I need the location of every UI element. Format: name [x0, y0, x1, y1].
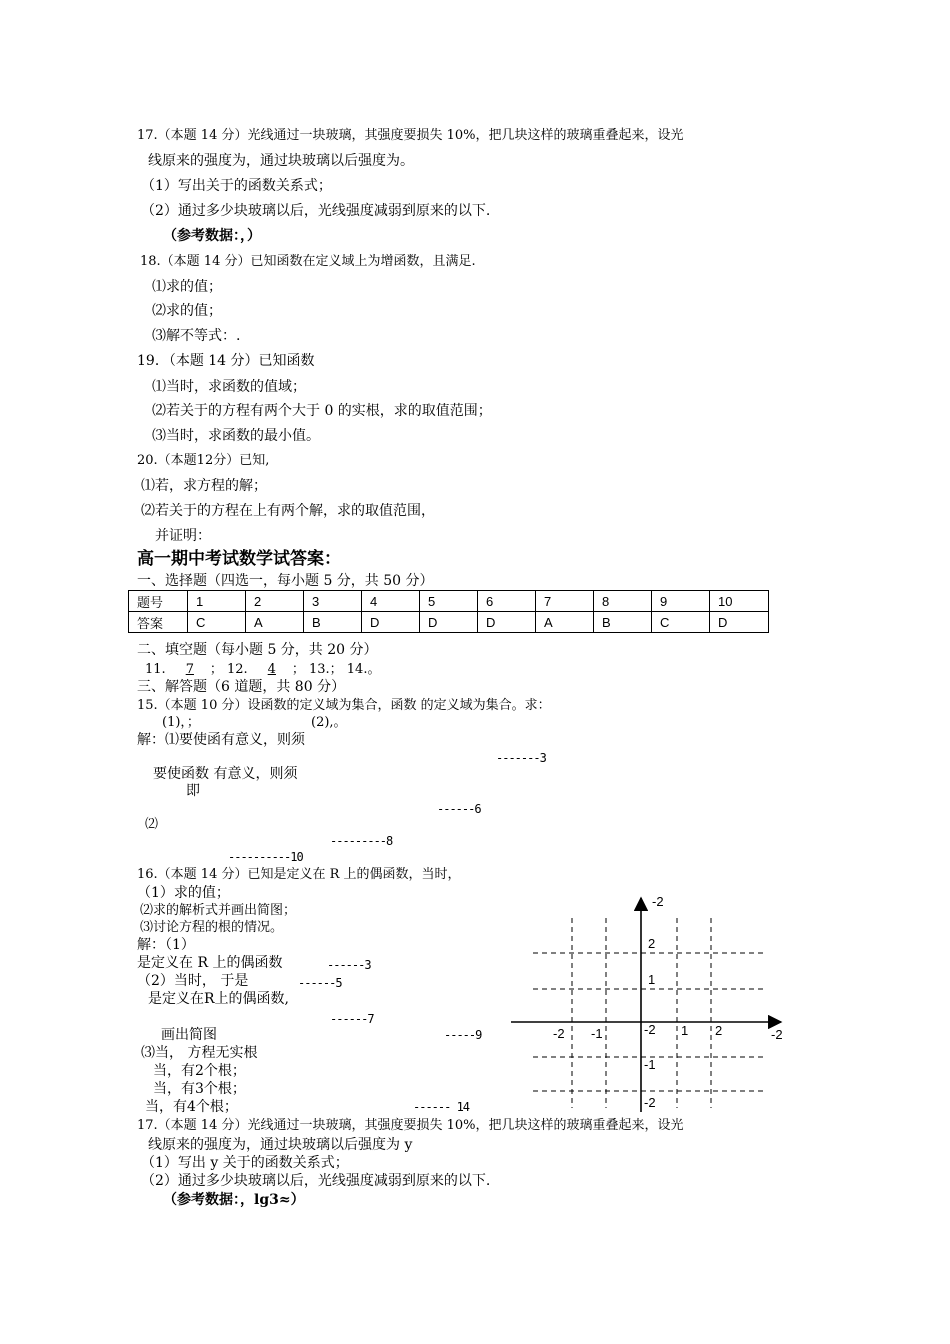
q17b-line1: 17.（本题 14 分）光线通过一块玻璃，其强度要损失 10%，把几块这样的玻璃重叠起来，设光	[137, 1118, 684, 1133]
answer-table-answer-row	[129, 612, 769, 633]
q16-part1: （1）求的值；	[137, 885, 230, 901]
table-number-cell: 6	[478, 591, 536, 612]
q16-solution-9: 当，有4个根；	[145, 1099, 238, 1115]
q17b-part1: （1）写出 y 关于的函数关系式；	[141, 1155, 349, 1171]
table-answer-cell: B	[304, 612, 362, 633]
table-answer-cell: A	[246, 612, 304, 633]
q15-part-b: (2),。	[311, 715, 347, 730]
q16-score-14: ------ 14	[413, 1100, 470, 1114]
q17-line1: 17.（本题 14 分）光线通过一块玻璃，其强度要损失 10%，把几块这样的玻璃重叠起来，设光	[137, 128, 684, 143]
q19-part1: ⑴当时，求函数的值域；	[152, 379, 306, 395]
answer-table-number-row	[129, 591, 769, 612]
q17-line2: 线原来的强度为，通过块玻璃以后强度为。	[148, 153, 414, 169]
q15-score-6: ------6	[437, 802, 481, 816]
q15-score-10: ----------10	[228, 850, 303, 864]
table-header-label: 题号	[129, 591, 188, 612]
answer-table	[128, 590, 769, 633]
table-number-cell: 1	[188, 591, 246, 612]
table-answer-cell: C	[652, 612, 710, 633]
q15-solution-3: 即	[186, 783, 200, 799]
table-answer-cell: B	[594, 612, 652, 633]
y-tick-label: -2	[644, 1095, 656, 1110]
table-number-cell: 3	[304, 591, 362, 612]
q15-part-a: (1)，；	[162, 715, 200, 730]
q17b-line2: 线原来的强度为，通过块玻璃以后强度为 y	[148, 1137, 413, 1153]
q18-part2: ⑵求的值；	[152, 303, 222, 319]
y-tick-label: -1	[644, 1057, 656, 1072]
fill-11-answer: 7	[185, 662, 194, 677]
y-tick-label: 1	[648, 972, 656, 987]
section-fill-heading: 二、填空题（每小题 5 分，共 20 分）	[137, 642, 378, 658]
q17-part2: （2）通过多少块玻璃以后，光线强度减弱到原来的以下.	[141, 203, 491, 219]
q16-solution-3: （2）当时， 于是	[137, 973, 249, 989]
q17-part1: （1）写出关于的函数关系式；	[141, 178, 332, 194]
q15-score-8: ---------8	[330, 834, 393, 848]
q20-part1: ⑴若，求方程的解；	[141, 478, 267, 494]
q17b-reference: （参考数据：，lg3≈）	[163, 1192, 305, 1208]
q15-solution-1: 解：⑴要使函有意义，则须	[137, 732, 305, 748]
table-number-cell: 7	[536, 591, 594, 612]
fill-12-sep: ；	[291, 662, 305, 677]
q17b-part2: （2）通过多少块玻璃以后，光线强度减弱到原来的以下.	[141, 1173, 491, 1189]
q18-part3: ⑶解不等式：.	[152, 328, 241, 344]
q16-solution-8: 当，有3个根；	[153, 1081, 246, 1097]
table-answer-label: 答案	[129, 612, 188, 633]
q16-solution-1: 解：（1）	[137, 937, 195, 953]
q16-score-9: -----9	[444, 1028, 482, 1042]
table-number-cell: 10	[710, 591, 769, 612]
x-tick-label: 1	[681, 1023, 689, 1038]
q17-reference: （参考数据：，）	[163, 228, 261, 244]
fill-answers	[145, 661, 380, 679]
q16-solution-2: 是定义在 R 上的偶函数	[137, 955, 283, 971]
table-answer-cell: D	[420, 612, 478, 633]
table-answer-cell: D	[362, 612, 420, 633]
q16-solution-6: ⑶当， 方程无实根	[141, 1045, 258, 1061]
table-answer-cell: D	[478, 612, 536, 633]
fill-11-sep: ；	[209, 662, 223, 677]
table-answer-cell: A	[536, 612, 594, 633]
q16-solution-4: 是定义在R上的偶函数,	[148, 991, 289, 1007]
table-answer-cell: D	[710, 612, 769, 633]
q20-line1: 20.（本题12分）已知,	[137, 453, 270, 468]
q16-score-5: ------5	[298, 976, 342, 990]
x-axis-end-label: -2	[771, 1027, 783, 1042]
q15-solution-4: ⑵	[145, 817, 159, 832]
table-number-cell: 9	[652, 591, 710, 612]
fill-13-14: 13.； 14.。	[308, 662, 381, 677]
fill-11-label: 11.	[145, 662, 166, 677]
fill-12-label: 12.	[226, 662, 248, 677]
q15-solution-2: 要使函数 有意义，则须	[153, 766, 298, 782]
q18-line1: 18.（本题 14 分）已知函数在定义域上为增函数，且满足.	[140, 254, 476, 269]
q19-line1: 19．（本题 14 分）已知函数	[137, 353, 315, 369]
y-tick-label: 2	[648, 936, 656, 951]
q19-part3: ⑶当时，求函数的最小值。	[152, 428, 320, 444]
q16-solution-7: 当，有2个根；	[153, 1063, 246, 1079]
section-choice-heading: 一、选择题（四选一，每小题 5 分，共 50 分）	[137, 573, 434, 589]
q19-part2: ⑵若关于的方程有两个大于 0 的实根，求的取值范围；	[152, 403, 492, 419]
table-answer-cell: C	[188, 612, 246, 633]
q18-part1: ⑴求的值；	[152, 279, 222, 295]
answers-title: 高一期中考试数学试答案：	[137, 549, 341, 569]
fill-12-answer: 4	[267, 662, 276, 677]
q16-part2: ⑵求的解析式并画出简图；	[140, 903, 297, 918]
q16-score-3: ------3	[327, 958, 371, 972]
table-number-cell: 8	[594, 591, 652, 612]
coordinate-graph	[505, 890, 795, 1115]
x-tick-label: -1	[591, 1026, 603, 1041]
x-tick-label: 2	[715, 1023, 723, 1038]
table-number-cell: 5	[420, 591, 478, 612]
q15-score-3: -------3	[496, 751, 546, 765]
table-number-cell: 2	[246, 591, 304, 612]
q16-score-7: ------7	[330, 1012, 374, 1026]
y-axis-top-label: -2	[652, 894, 664, 909]
origin-label: -2	[644, 1022, 656, 1037]
q15-line1: 15.（本题 10 分）设函数的定义域为集合，函数 的定义域为集合。求：	[137, 698, 551, 713]
q16-line1: 16.（本题 14 分）已知是定义在 R 上的偶函数，当时，	[137, 867, 461, 882]
q20-part2: ⑵若关于的方程在上有两个解，求的取值范围，	[141, 503, 435, 519]
q20-part3: 并证明：	[155, 528, 211, 544]
q16-solution-5: 画出简图	[161, 1027, 217, 1043]
x-tick-label: -2	[553, 1026, 565, 1041]
q16-part3: ⑶讨论方程的根的情况。	[140, 920, 284, 935]
section-solution-heading: 三、解答题（6 道题，共 80 分）	[137, 679, 346, 695]
table-number-cell: 4	[362, 591, 420, 612]
